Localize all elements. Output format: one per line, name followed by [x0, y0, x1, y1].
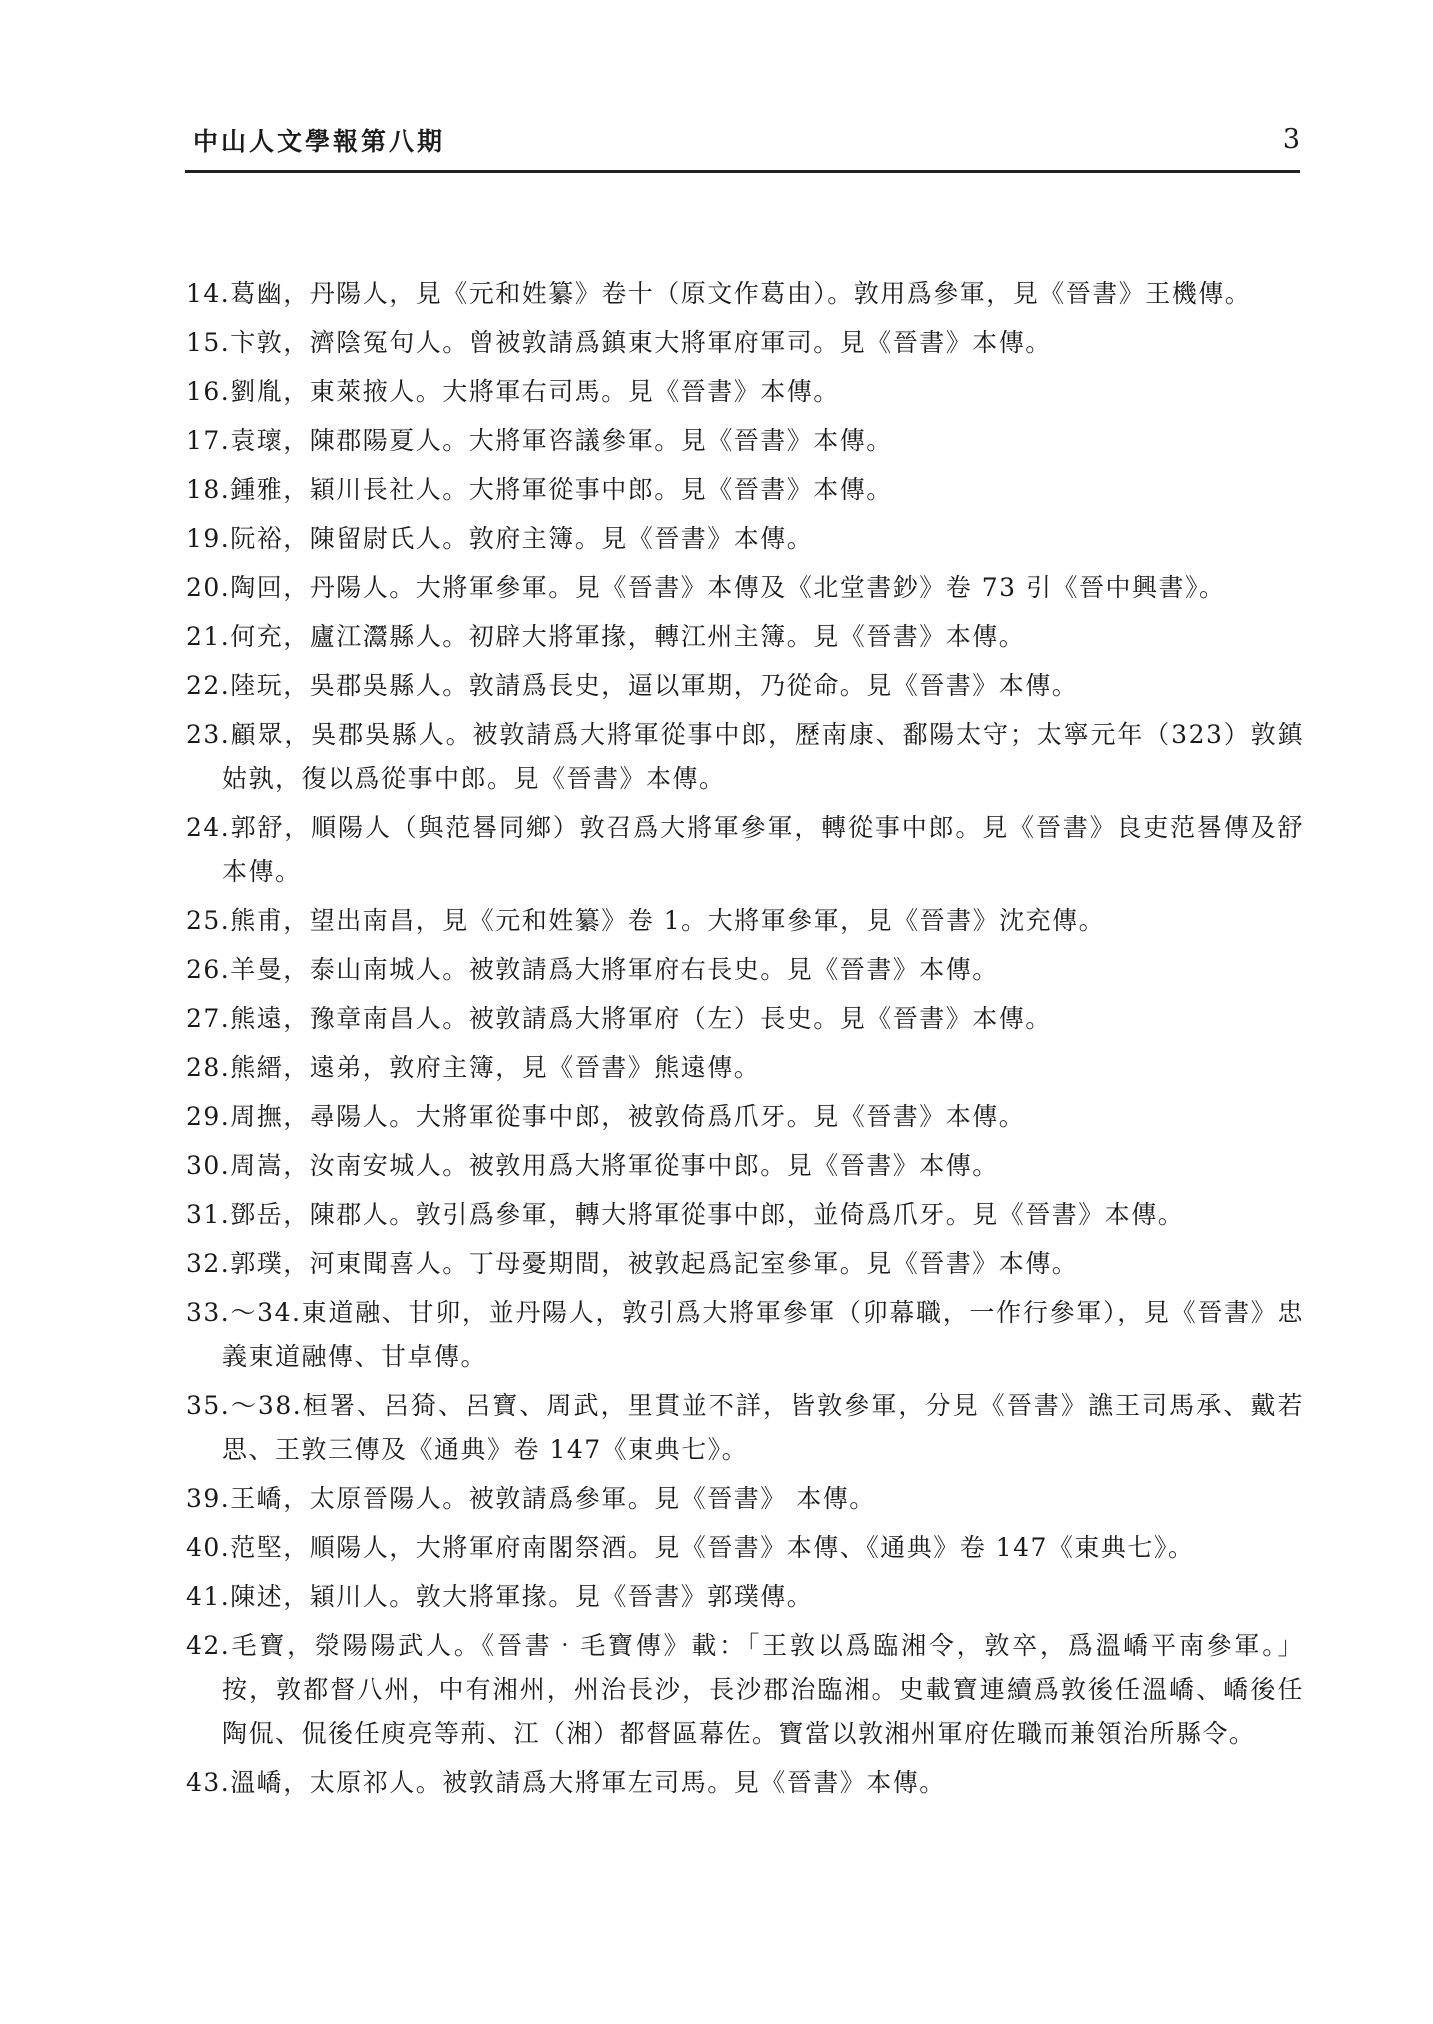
- list-item: 41.陳述，穎川人。敦大將軍掾。見《晉書》郭璞傳。: [186, 1582, 814, 1611]
- list-item: 17.袁瓌，陳郡陽夏人。大將軍咨議參軍。見《晉書》本傳。: [186, 426, 893, 455]
- list-item: 25.熊甫，望出南昌，見《元和姓纂》卷 1。大將軍參軍，見《晉書》沈充傳。: [186, 906, 1106, 935]
- list-item: 20.陶回，丹陽人。大將軍參軍。見《晉書》本傳及《北堂書鈔》卷 73 引《晉中興書》。: [186, 573, 1226, 602]
- list-item: 19.阮裕，陳留尉氏人。敦府主簿。見《晉書》本傳。: [186, 524, 814, 553]
- list-item: 24.郭舒，順陽人（與范晷同鄉）敦召爲大將軍參軍，轉從事中郎。見《晉書》良吏范晷傳及舒本傳。: [186, 813, 1304, 886]
- journal-title: 中山人文學報第八期: [193, 127, 446, 156]
- list-item: 22.陸玩，吳郡吳縣人。敦請爲長史，逼以軍期，乃從命。見《晉書》本傳。: [186, 671, 1079, 700]
- entry-list: [186, 272, 1304, 1810]
- page-header: [185, 110, 1300, 173]
- list-item: 16.劉胤，東萊掖人。大將軍右司馬。見《晉書》本傳。: [186, 377, 840, 406]
- list-item: 29.周撫，尋陽人。大將軍從事中郎，被敦倚爲爪牙。見《晉書》本傳。: [186, 1102, 1026, 1131]
- list-item: 30.周嵩，汝南安城人。被敦用爲大將軍從事中郎。見《晉書》本傳。: [186, 1151, 999, 1180]
- list-item: 27.熊遠，豫章南昌人。被敦請爲大將軍府（左）長史。見《晉書》本傳。: [186, 1004, 1052, 1033]
- list-item: 26.羊曼，泰山南城人。被敦請爲大將軍府右長史。見《晉書》本傳。: [186, 955, 999, 984]
- list-item: 14.葛幽，丹陽人，見《元和姓纂》卷十（原文作葛由）。敦用爲參軍，見《晉書》王機傳。: [186, 279, 1252, 308]
- list-item: 23.顧眾，吳郡吳縣人。被敦請爲大將軍從事中郎，歷南康、鄱陽太守；太寧元年（323）敦鎮姑孰，復以爲從事中郎。見《晉書》本傳。: [186, 720, 1304, 793]
- list-item: 28.熊縉，遠弟，敦府主簿，見《晉書》熊遠傳。: [186, 1053, 761, 1082]
- list-item: 33.～34.東道融、甘卯，並丹陽人，敦引爲大將軍參軍（卯幕職，一作行參軍），見《晉書》忠義東道融傳、甘卓傳。: [186, 1298, 1304, 1371]
- list-item: 39.王嶠，太原晉陽人。被敦請爲參軍。見《晉書》 本傳。: [186, 1484, 876, 1513]
- page-number: 3: [1282, 124, 1300, 155]
- list-item: 21.何充，廬江灊縣人。初辟大將軍掾，轉江州主簿。見《晉書》本傳。: [186, 622, 1026, 651]
- list-item: 15.卞敦，濟陰冤句人。曾被敦請爲鎮東大將軍府軍司。見《晉書》本傳。: [186, 328, 1052, 357]
- list-item: 40.范堅，順陽人，大將軍府南閣祭酒。見《晉書》本傳、《通典》卷 147《東典七》。: [186, 1533, 1195, 1562]
- list-item: 35.～38.桓署、呂猗、呂寶、周武，里貫並不詳，皆敦參軍，分見《晉書》譙王司馬承、戴若思、王敦三傳及《通典》卷 147《東典七》。: [186, 1391, 1304, 1464]
- list-item: 43.溫嶠，太原祁人。被敦請爲大將軍左司馬。見《晉書》本傳。: [186, 1768, 946, 1797]
- list-item: 32.郭璞，河東聞喜人。丁母憂期間，被敦起爲記室參軍。見《晉書》本傳。: [186, 1249, 1079, 1278]
- list-item: 31.鄧岳，陳郡人。敦引爲參軍，轉大將軍從事中郎，並倚爲爪牙。見《晉書》本傳。: [186, 1200, 1185, 1229]
- list-item: 42.毛寶，滎陽陽武人。《晉書‧毛寶傳》載：「王敦以爲臨湘令，敦卒，爲溫嶠平南參軍。」按，敦都督八州，中有湘州，州治長沙，長沙郡治臨湘。史載寶連續爲敦後任溫嶠、嶠後任陶侃、侃後任庾亮等荊、江（湘）都督區幕佐。寶當以敦湘州軍府佐職而兼領治所縣令。: [186, 1631, 1304, 1748]
- list-item: 18.鍾雅，穎川長社人。大將軍從事中郎。見《晉書》本傳。: [186, 475, 893, 504]
